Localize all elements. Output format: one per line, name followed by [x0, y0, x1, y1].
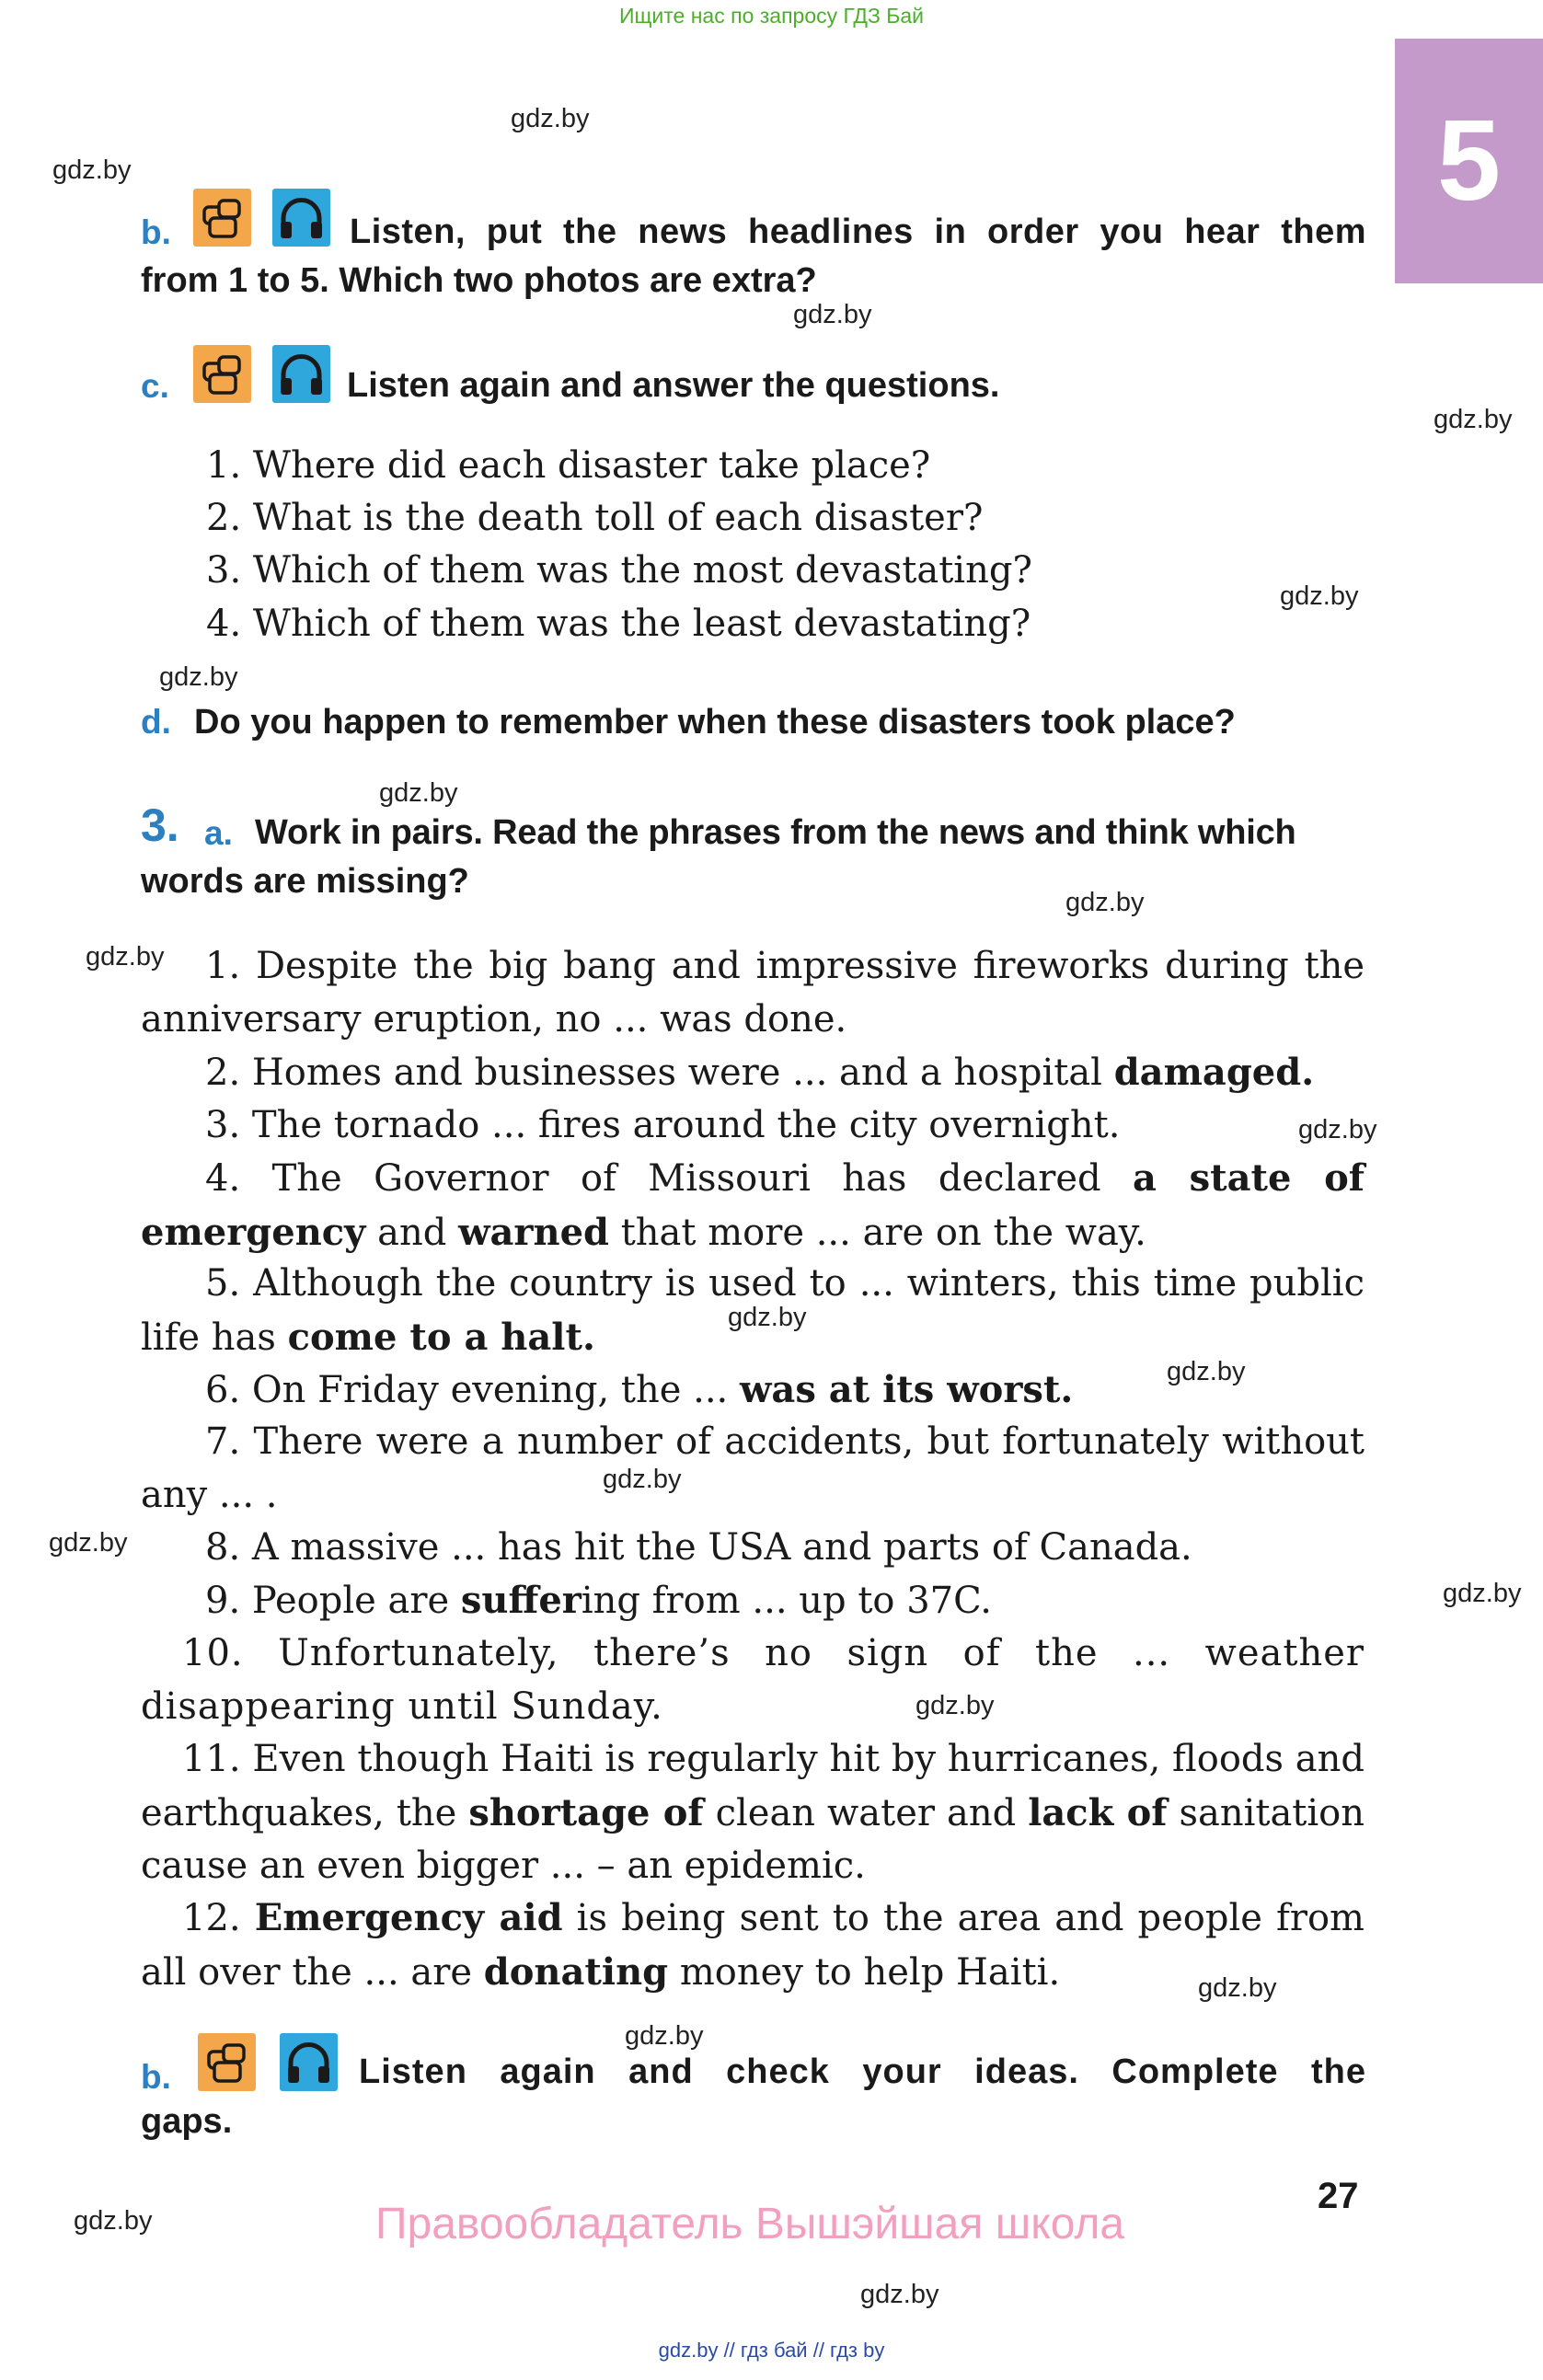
phrase-item: 6. On Friday evening, the ... was at its worst.	[205, 1368, 1074, 1411]
phrase-item: 2. Homes and businesses were ... and a hospital damaged.	[205, 1051, 1315, 1094]
watermark: gdz.by	[625, 2021, 704, 2051]
watermark: gdz.by	[728, 1303, 807, 1332]
question-item: 1. Where did each disaster take place?	[206, 444, 931, 487]
watermark: gdz.by	[1280, 581, 1359, 611]
task-b2-line2: gaps.	[141, 2102, 233, 2141]
watermark: gdz.by	[1198, 1973, 1277, 2003]
watermark: gdz.by	[379, 778, 458, 808]
phrase-item: 3. The tornado ... fires around the city overnight.	[205, 1104, 1121, 1146]
watermark: gdz.by	[1167, 1357, 1246, 1386]
watermark: gdz.by	[860, 2280, 939, 2309]
task-letter-b: b.	[141, 2058, 171, 2096]
watermark: gdz.by	[1434, 405, 1513, 434]
headphones-icon	[272, 189, 330, 247]
chapter-number-tab: 5	[1395, 39, 1543, 283]
phrase-item: 10. Unfortunately, there’s no sign of the ... weather disappearing until Sunday.	[141, 1632, 1365, 1728]
group-work-icon	[193, 189, 251, 247]
task-letter-b: b.	[141, 213, 171, 251]
question-item: 4. Which of them was the least devastating?	[206, 603, 1031, 645]
watermark: gdz.by	[1298, 1115, 1377, 1144]
top-banner: Ищите нас по запросу ГДЗ Бай	[618, 4, 925, 28]
headphones-icon	[272, 345, 330, 403]
phrase-item: 8. A massive ... has hit the USA and parts of Canada.	[205, 1526, 1192, 1569]
watermark: gdz.by	[86, 942, 165, 972]
task-d-text: Do you happen to remember when these disasters took place?	[194, 703, 1236, 742]
footer-links[interactable]: gdz.by // гдз бай // гдз by	[658, 2339, 885, 2362]
exercise3-line2: words are missing?	[141, 862, 469, 901]
phrase-item: 4. The Governor of Missouri has declared a state of emergency and warned that more ... are on the way.	[141, 1156, 1365, 1254]
task-letter-a: a.	[204, 814, 233, 852]
task-letter-d: d.	[141, 703, 171, 741]
phrase-item: 9. People are suffering from ... up to 37C.	[205, 1579, 993, 1622]
phrase-item: 7. There were a number of accidents, but fortunately without any ... .	[141, 1420, 1365, 1516]
task-b1-line1: Listen, put the news headlines in order you hear them	[350, 213, 1366, 251]
watermark: gdz.by	[915, 1691, 995, 1720]
task-c-text: Listen again and answer the questions.	[347, 366, 1000, 405]
watermark: gdz.by	[159, 662, 238, 692]
phrase-item: 5. Although the country is used to ... winters, this time public life has come to a halt.	[141, 1262, 1365, 1359]
watermark: gdz.by	[603, 1465, 682, 1494]
watermark: gdz.by	[52, 155, 132, 185]
watermark: gdz.by	[49, 1528, 128, 1558]
page-number: 27	[1318, 2176, 1359, 2216]
watermark: gdz.by	[1065, 888, 1145, 917]
exercise-number: 3.	[141, 799, 179, 851]
task-letter-c: c.	[141, 367, 169, 405]
phrase-item: 12. Emergency aid is being sent to the area and people from all over the ... are donating money to help Haiti.	[141, 1896, 1365, 1994]
watermark: gdz.by	[511, 104, 590, 133]
group-work-icon	[198, 2033, 256, 2091]
group-work-icon	[193, 345, 251, 403]
task-b2-line1: Listen again and check your ideas. Complete the	[359, 2052, 1366, 2091]
question-item: 3. Which of them was the most devastating?	[206, 549, 1032, 592]
headphones-icon	[280, 2033, 338, 2091]
phrase-item: 11. Even though Haiti is regularly hit by hurricanes, floods and earthquakes, the shortage of clean water and lack of sanitation cause an even bigger ... – an epidemic.	[141, 1738, 1365, 1887]
task-b1-line2: from 1 to 5. Which two photos are extra?	[141, 261, 817, 300]
watermark: gdz.by	[1443, 1579, 1522, 1608]
phrase-item: 1. Despite the big bang and impressive fireworks during the anniversary eruption, no ... was done.	[141, 945, 1365, 1041]
watermark: gdz.by	[793, 300, 872, 329]
question-item: 2. What is the death toll of each disaster?	[206, 497, 984, 539]
exercise3-line1: Work in pairs. Read the phrases from the news and think which	[255, 813, 1296, 852]
copyright-footer: Правообладатель Вышэйшая школа	[375, 2200, 1125, 2248]
watermark: gdz.by	[74, 2206, 153, 2236]
